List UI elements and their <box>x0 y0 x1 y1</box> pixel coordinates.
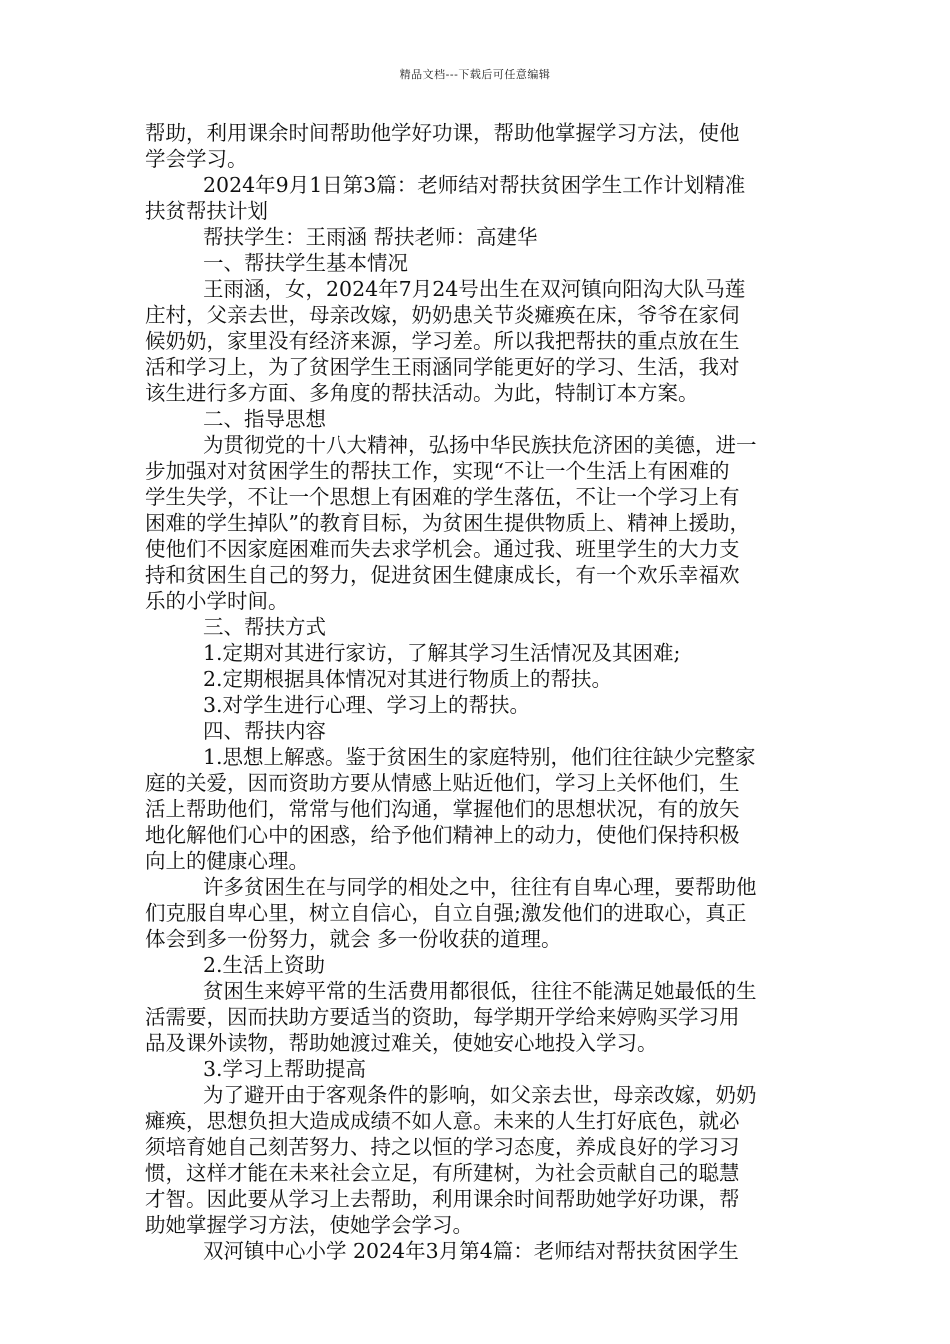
text-line: 瘫痪，思想负担大造成成绩不如人意。未来的人生打好底色，就必 <box>145 1109 740 1133</box>
text-line: 才智。因此要从学习上去帮助，利用课余时间帮助她学好功课，帮 <box>145 1187 740 1211</box>
text-line: 2.生活上资助 <box>203 953 326 977</box>
text-line: 2.定期根据具体情况对其进行物质上的帮扶。 <box>203 667 613 691</box>
text-line: 为贯彻党的十八大精神，弘扬中华民族扶危济困的美德，进一 <box>203 433 757 457</box>
text-line: 学生失学，不让一个思想上有困难的学生落伍，不让一个学习上有 <box>145 485 740 509</box>
text-line: 活需要，因而扶助方要适当的资助，每学期开学给来婷购买学习用 <box>145 1005 740 1029</box>
text-line: 候奶奶，家里没有经济来源，学习差。所以我把帮扶的重点放在生 <box>145 329 740 353</box>
text-line: 步加强对对贫困学生的帮扶工作，实现“不让一个生活上有困难的 <box>145 459 730 483</box>
text-line: 学会学习。 <box>145 147 248 171</box>
text-line: 地化解他们心中的困惑，给予他们精神上的动力，使他们保持积极 <box>145 823 740 847</box>
text-line: 们克服自卑心里，树立自信心，自立自强;激发他们的进取心，真正 <box>145 901 747 925</box>
text-line: 3.学习上帮助提高 <box>203 1057 367 1081</box>
page-header: 精品文档---下载后可任意编辑 <box>399 68 551 81</box>
text-line: 活上帮助他们，常常与他们沟通，掌握他们的思想状况，有的放矢 <box>145 797 740 821</box>
text-line: 该生进行多方面、多角度的帮扶活动。为此，特制订本方案。 <box>145 381 699 405</box>
text-line: 品及课外读物，帮助她渡过难关，使她安心地投入学习。 <box>145 1031 658 1055</box>
text-line: 体会到多一份努力，就会 多一份收获的道理。 <box>145 927 562 951</box>
text-line: 王雨涵，女，2024年7月24号出生在双河镇向阳沟大队马莲 <box>203 277 746 301</box>
text-line: 三、帮扶方式 <box>203 615 326 639</box>
text-line: 乐的小学时间。 <box>145 589 289 613</box>
text-line: 困难的学生掉队”的教育目标，为贫困生提供物质上、精神上援助， <box>145 511 750 535</box>
text-line: 双河镇中心小学 2024年3月第4篇：老师结对帮扶贫困学生 <box>203 1239 739 1263</box>
text-line: 1.思想上解惑。鉴于贫困生的家庭特别，他们往往缺少完整家 <box>203 745 756 769</box>
text-line: 使他们不因家庭困难而失去求学机会。通过我、班里学生的大力支 <box>145 537 740 561</box>
text-line: 庄村，父亲去世，母亲改嫁，奶奶患关节炎瘫痪在床，爷爷在家伺 <box>145 303 740 327</box>
text-line: 1.定期对其进行家访，了解其学习生活情况及其困难; <box>203 641 681 665</box>
text-line: 惯，这样才能在未来社会立足，有所建树，为社会贡献自己的聪慧 <box>145 1161 740 1185</box>
text-line: 贫困生来婷平常的生活费用都很低，往往不能满足她最低的生 <box>203 979 757 1003</box>
text-line: 庭的关爱，因而资助方要从情感上贴近他们，学习上关怀他们，生 <box>145 771 740 795</box>
text-line: 许多贫困生在与同学的相处之中，往往有自卑心理，要帮助他 <box>203 875 757 899</box>
text-line: 一、帮扶学生基本情况 <box>203 251 408 275</box>
text-line: 持和贫困生自己的努力，促进贫困生健康成长，有一个欢乐幸福欢 <box>145 563 740 587</box>
text-line: 二、指导思想 <box>203 407 326 431</box>
document-body <box>145 120 810 1264</box>
text-line: 帮扶学生：王雨涵 帮扶老师：高建华 <box>203 225 538 249</box>
text-line: 活和学习上，为了贫困学生王雨涵同学能更好的学习、生活，我对 <box>145 355 740 379</box>
text-line: 向上的健康心理。 <box>145 849 309 873</box>
text-line: 帮助，利用课余时间帮助他学好功课，帮助他掌握学习方法，使他 <box>145 121 740 145</box>
text-line: 助她掌握学习方法，使她学会学习。 <box>145 1213 473 1237</box>
text-line: 扶贫帮扶计划 <box>145 199 268 223</box>
text-line: 须培育她自己刻苦努力、持之以恒的学习态度，养成良好的学习习 <box>145 1135 740 1159</box>
text-line: 3.对学生进行心理、学习上的帮扶。 <box>203 693 531 717</box>
text-line: 为了避开由于客观条件的影响，如父亲去世，母亲改嫁，奶奶 <box>203 1083 757 1107</box>
text-line: 四、帮扶内容 <box>203 719 326 743</box>
text-line: 2024年9月1日第3篇：老师结对帮扶贫困学生工作计划精准 <box>203 173 746 197</box>
